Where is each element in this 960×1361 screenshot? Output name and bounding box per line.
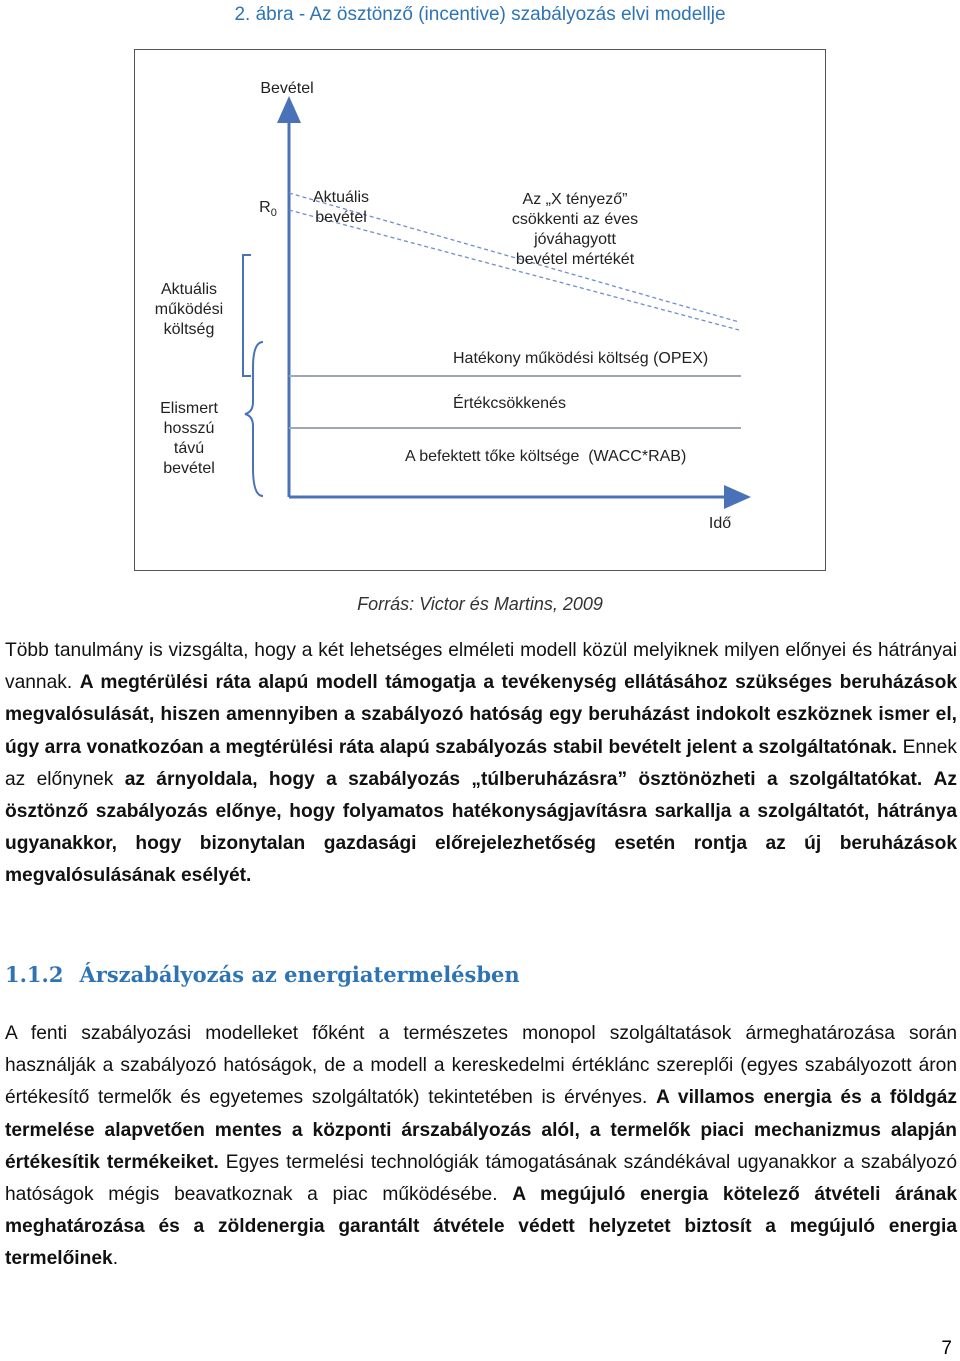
r0-label (255, 198, 281, 223)
x-factor-line: csökkenti az éves (511, 211, 639, 228)
paragraph-models-comparison (5, 635, 957, 893)
x-factor-line: Az „X tényező” (522, 191, 628, 208)
recognized-revenue-line: bevétel (163, 460, 215, 477)
operating-cost-line: költség (163, 321, 215, 338)
bold-run: A megtérülési ráta alapú modell támogatja a tevékenység ellátásához szükséges beruházások megvalósulását, hiszen amennyiben a szabályozó hatóság egy beruházást indokolt eszköznek ismer el, úgy arra vonatkozóan a megtérülési ráta alapú szabályozás stabil bevételt jelent a szolgáltatónak. (5, 672, 957, 758)
actual-revenue-label-line2: bevétel (315, 209, 367, 226)
brace-operating-cost (243, 255, 251, 376)
x-factor-label (485, 190, 665, 270)
operating-cost-line: Aktuális (160, 281, 218, 298)
actual-revenue-label (301, 188, 381, 228)
brace-recognized-revenue (245, 342, 263, 496)
operating-cost-label (141, 280, 237, 340)
bold-run: Az ösztönző szabályozás előnye, hogy folyamatos hatékonyságjavításra sarkallja a szolgáltatót, hátránya ugyanakkor, hogy bizonytalan gazdasági előrejelezhetőség esetén rontja az új beruházások megvalósulásának esélyét. (5, 768, 957, 887)
y-axis-label: Bevétel (260, 80, 314, 97)
section-number: 1.1.2 (5, 962, 64, 987)
bold-run: A villamos energia és a földgáz termelése alapvetően mentes a központi árszabályozás alól, a termelők piaci mechanizmus alapján értékesítik termékeiket. (5, 1087, 958, 1173)
bold-run: A megújuló energia kötelező átvételi árának meghatározása és a zöldenergia garantált átvétele védett helyzetet biztosít a megújuló energia termelőinek (5, 1184, 958, 1270)
figure-diagram (135, 50, 827, 572)
x-factor-line: jóváhagyott (534, 231, 616, 248)
recognized-revenue-label (141, 399, 237, 479)
recognized-revenue-line: távú (173, 440, 205, 457)
text-run: . (112, 1248, 119, 1270)
recognized-revenue-line: hosszú (163, 420, 215, 437)
recognized-revenue-line: Elismert (160, 400, 218, 417)
text-run: Ennek az előnynek (5, 736, 957, 790)
actual-revenue-label-line1: Aktuális (312, 189, 370, 206)
operating-cost-line: működési (154, 301, 224, 318)
x-axis-label: Idő (708, 515, 732, 532)
incentive-model-figure (134, 49, 826, 571)
opex-label: Hatékony működési költség (OPEX) (453, 350, 709, 367)
text-run (922, 769, 933, 790)
depreciation-label: Értékcsökkenés (453, 395, 566, 412)
section-heading (5, 962, 520, 987)
figure-caption: 2. ábra - Az ösztönző (incentive) szabályozás elvi modellje (234, 4, 726, 25)
page-number: 7 (941, 1338, 952, 1359)
figure-source: Forrás: Victor és Martins, 2009 (357, 594, 603, 614)
r0-subscript: 0 (270, 207, 277, 220)
text-run: Több tanulmány is vizsgálta, hogy a két lehetséges elméleti modell közül melyiknek milyen előnyei és hátrányai vannak. (5, 640, 957, 694)
x-factor-line: bevétel mértékét (515, 251, 635, 268)
bold-run: az árnyoldala, hogy a szabályozás „túlberuházásra” ösztönözheti a szolgáltatókat. (124, 768, 923, 790)
capital-cost-label: A befektett tőke költsége (WACC*RAB) (405, 448, 687, 465)
text-run: Egyes termelési technológiák támogatásának szándékával ugyanakkor a szabályozó hatóságok mégis beavatkoznak a piac működésébe. (5, 1151, 957, 1206)
paragraph-energy-pricing (5, 1018, 957, 1276)
r0-label-text: R (259, 199, 271, 216)
text-run: A fenti szabályozási modelleket főként a természetes monopol szolgáltatások ármeghatározása során használják a szabályozó hatóságok, de a modell a kereskedelmi értéklánc szereplői (egyes szabályozott áron értékesítő termelők és egyetemes szolgáltatók) tekintetében is érvényes. (5, 1023, 957, 1109)
section-title: Árszabályozás az energiatermelésben (79, 962, 520, 987)
